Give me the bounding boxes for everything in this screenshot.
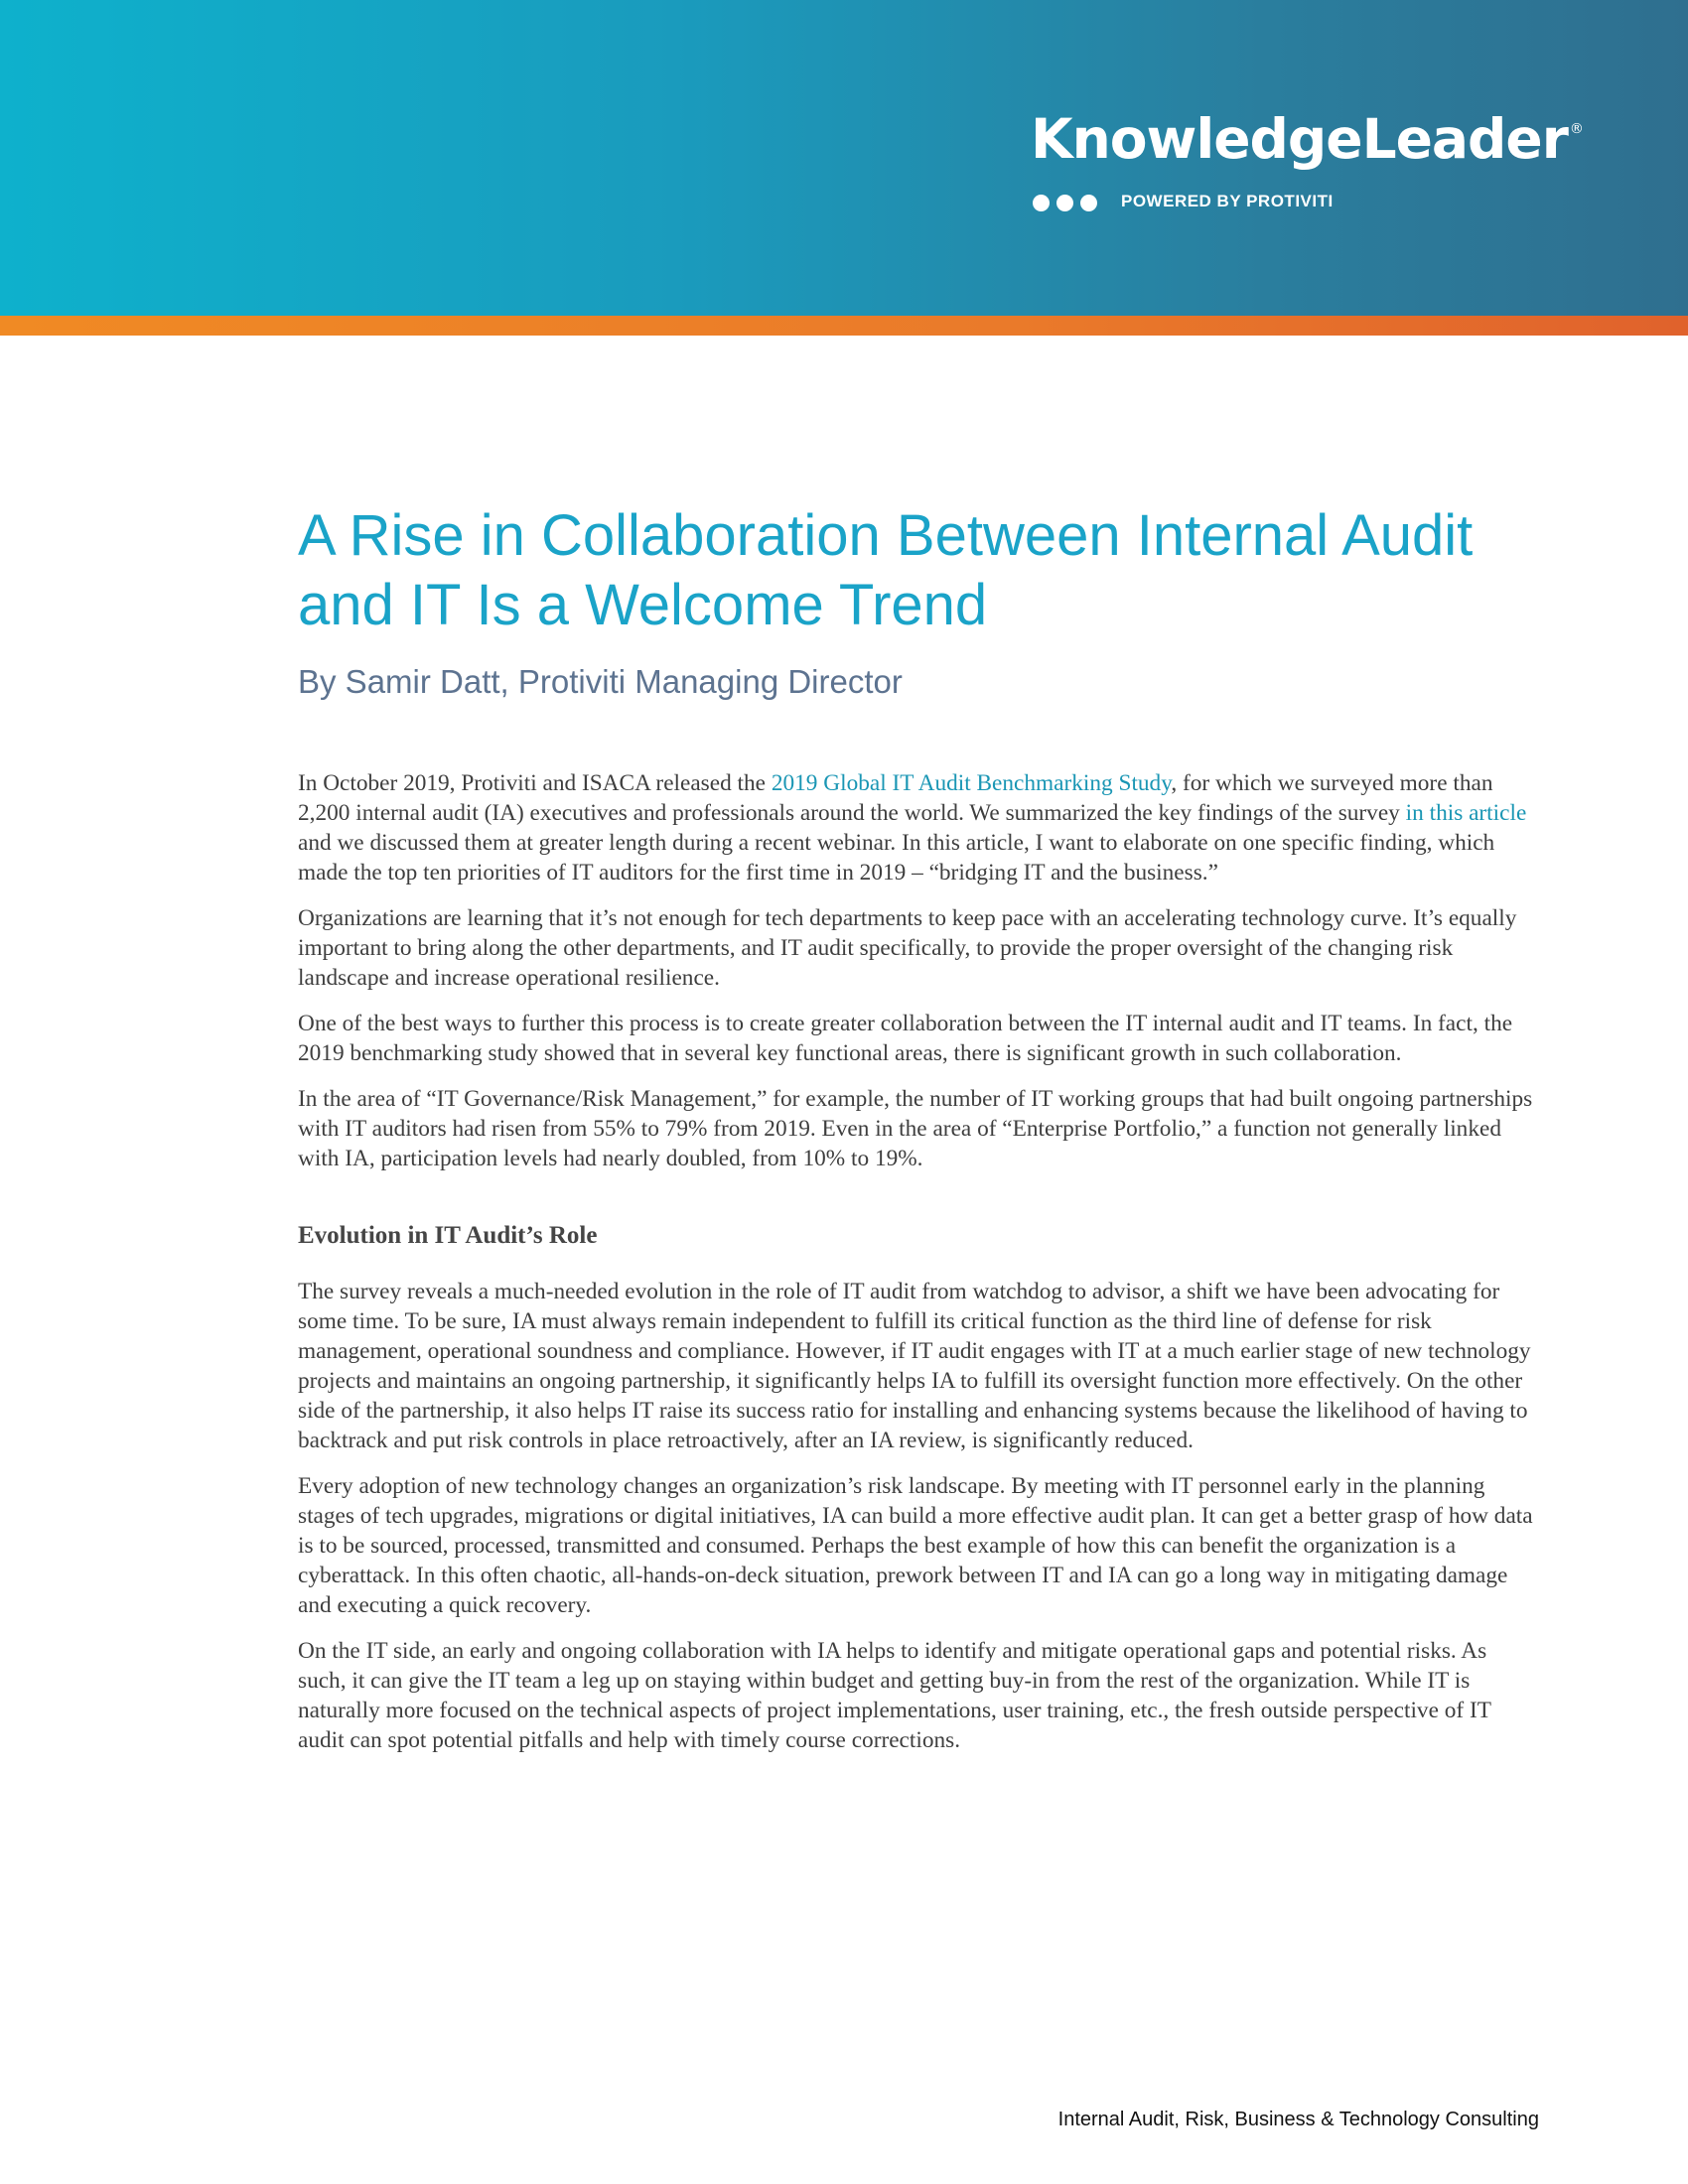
intro-paragraph-3: One of the best ways to further this process is to create greater collaboration between the IT internal audit and IT teams. In fact, the 2019 benchmarking study showed that in several key functional areas, there is significant growth in such collaboration.	[298, 1011, 1513, 1066]
section-paragraph-1: The survey reveals a much-needed evolution in the role of IT audit from watchdog to advisor, a shift we have been advocating for some time. To be sure, IA must always remain independent to fulfill its critical function as the third line of defense for risk management, operational soundness and compliance. However, if IT audit engages with IT at a much earlier stage of new technology projects and maintains an ongoing partnership, it significantly helps IA to fulfill its oversight function more effectively. On the other side of the partnership, it also helps IT raise its success ratio for installing and enhancing systems because the likelihood of having to backtrack and put risk controls in place retroactively, after an IA review, is significantly reduced.	[298, 1279, 1531, 1453]
header-banner	[0, 0, 1688, 316]
accent-bar	[0, 316, 1688, 336]
benchmarking-study-link[interactable]: 2019 Global IT Audit Benchmarking Study	[771, 770, 1172, 796]
article-byline: By Samir Datt, Protiviti Managing Director	[298, 663, 903, 700]
intro-paragraph-1: In October 2019, Protiviti and ISACA released the 2019 Global IT Audit Benchmarking Study, for which we surveyed more than 2,200 internal audit (IA) executives and professionals around the world. We summarized the key findings of the survey in this article and we discussed them at greater length during a recent webinar. In this article, I want to elaborate on one specific finding, which made the top ten priorities of IT auditors for the first time in 2019 – “bridging IT and the business.”	[298, 770, 1527, 886]
intro-paragraph-4: In the area of “IT Governance/Risk Management,” for example, the number of IT working groups that had built ongoing partnerships with IT auditors had risen from 55% to 79% from 2019. Even in the area of “Enterprise Portfolio,” a function not generally linked with IA, participation levels had nearly doubled, from 10% to 19%.	[298, 1086, 1533, 1171]
section-paragraph-3: On the IT side, an early and ongoing collaboration with IA helps to identify and mitigate operational gaps and potential risks. As such, it can give the IT team a leg up on staying within budget and getting buy-in from the rest of the organization. While IT is naturally more focused on the technical aspects of project implementations, user training, etc., the fresh outside perspective of IT audit can spot potential pitfalls and help with timely course corrections.	[298, 1638, 1491, 1753]
in-this-article-link[interactable]: in this article	[1405, 800, 1527, 826]
section-paragraph-2: Every adoption of new technology changes an organization’s risk landscape. By meeting with IT personnel early in the planning stages of tech upgrades, migrations or digital initiatives, IA can build a more effective audit plan. It can get a better grasp of how data is to be sourced, processed, transmitted and consumed. Perhaps the best example of how this can benefit the organization is a cyberattack. In this often chaotic, all-hands-on-deck situation, prework between IT and IA can go a long way in mitigating damage and executing a quick recovery.	[298, 1473, 1533, 1618]
registered-mark: ®	[1569, 121, 1583, 137]
brand-tagline: POWERED BY PROTIVITI	[1121, 192, 1334, 210]
brand-dots-icon	[1033, 195, 1097, 211]
section-heading: Evolution in IT Audit’s Role	[298, 1222, 598, 1249]
brand-name: KnowledgeLeader	[1031, 107, 1568, 171]
article-title: A Rise in Collaboration Between Internal Audit and IT Is a Welcome Trend	[298, 503, 1474, 637]
article-body	[298, 768, 1539, 1771]
brand-logo[interactable]	[1031, 107, 1583, 171]
page-footer: Internal Audit, Risk, Business & Technology Consulting	[1057, 2109, 1539, 2130]
intro-paragraph-2: Organizations are learning that it’s not enough for tech departments to keep pace with an accelerating technology curve. It’s equally important to bring along the other departments, and IT audit specifically, to provide the proper oversight of the changing risk landscape and increase operational resilience.	[298, 905, 1517, 991]
